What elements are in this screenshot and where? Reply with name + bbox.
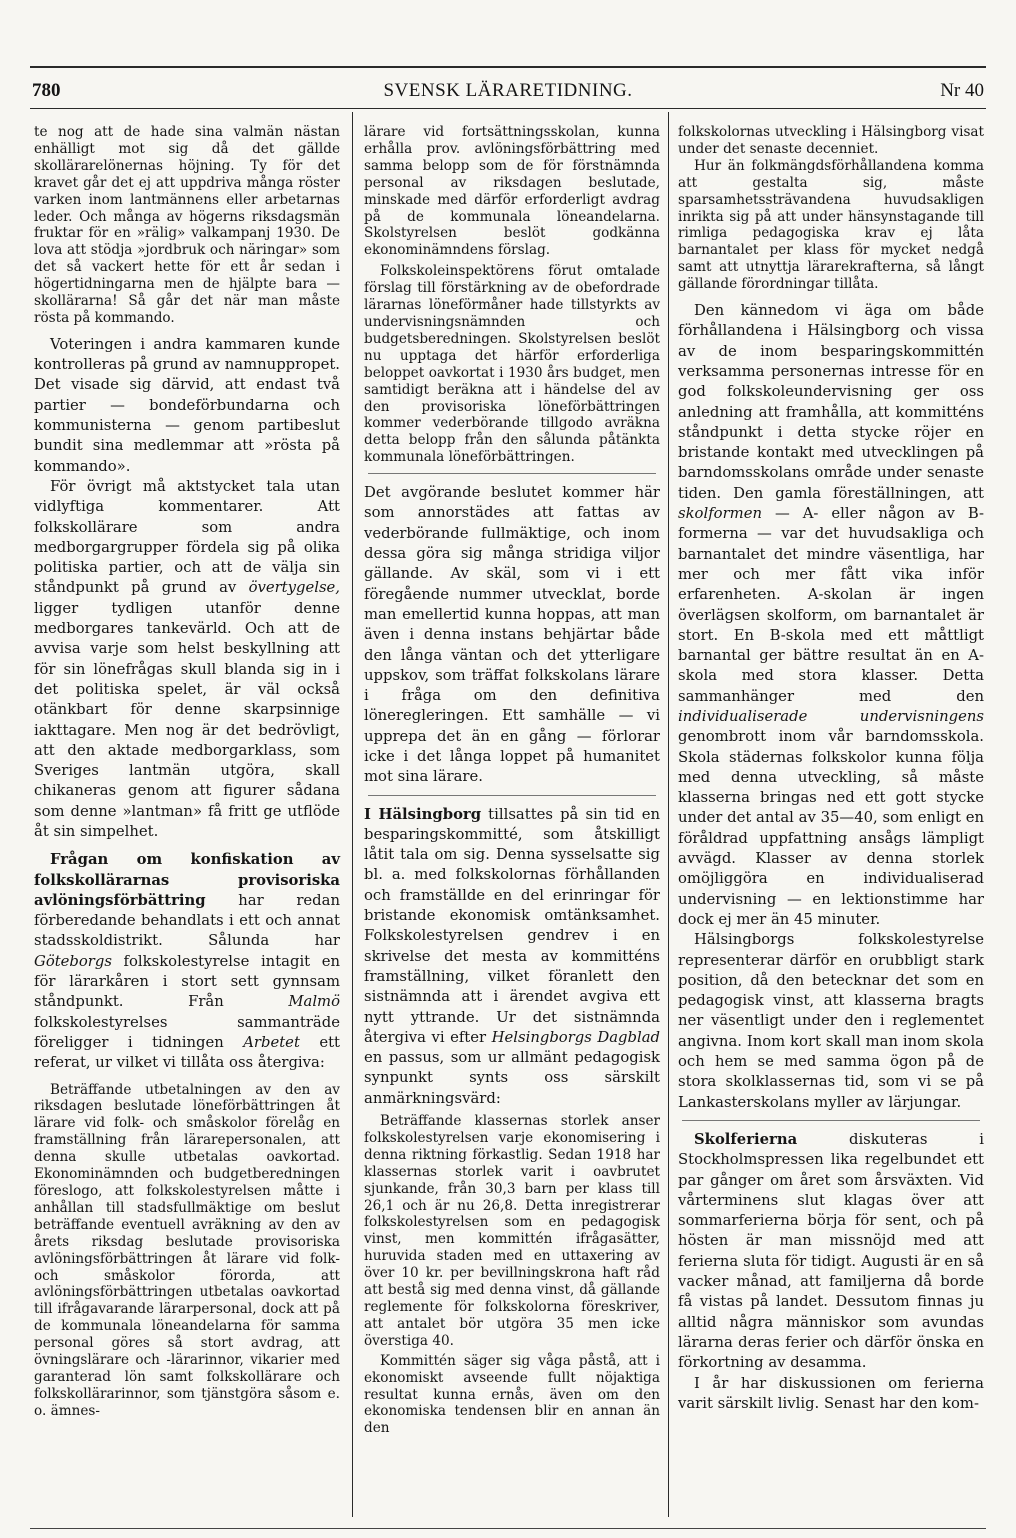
article-paragraph: Den kännedom vi äga om både förhållandena i Hälsingborg och vissa av de inom besparingskommittén verksamma personernas intresse för en god folkskoleundervisning ger oss anledning att framhålla, att kommitténs ståndpunkt i detta stycke röjer en bristande kontakt med utvecklingen på barndomsskolans område under senaste tiden. Den gamla föreställningen, att skolformen — A- eller någon av B-formerna — var det huvudsakliga och barnantalet det mindre väsentliga, har mer och mer fått vika inför erfarenheten. A-skolan är ingen överlägsen skolform, om barnantalet är stort. En B-skola med ett måttligt barnantal ger bättre resultat än en A-skola med stora klasser. Detta sammanhänger med den individualiserade undervisningens genombrott inom vår barndomsskola. Skola städernas folkskolor kunna följa med denna utveckling, så måste klasserna bringas ned ett gott stycke under det antal av 35—40, som enligt en föråldrad uppfattning ansågs lämpligt avvägd. Klasser av denna storlek omöjliggöra en individualiserad undervisning — en lektionstimme har dock ej mer än 45 minuter. (678, 302, 984, 928)
bottom-rule (30, 1528, 986, 1529)
article-paragraph: Skolferierna diskuteras i Stockholmspressen lika regelbundet ett par gånger om året som årsväxten. Vid vårterminens slut klagas över att sommarferierna börja för sent, och på hösten är man missnöjd med att ferierna sluta för tidigt. Augusti är en så vacker månad, att familjerna då borde få vistas på landet. Dessutom finnas ju alltid några människor som avundas lärarna deras ferier och därför önska en förkortning av desamma. (678, 1130, 984, 1372)
column-divider-2 (668, 112, 669, 1517)
section-heading: Frågan om konfiskation av folkskollärarnas provisoriska avlöningsförbättring (34, 851, 340, 909)
quoted-paragraph: Beträffande utbetalningen av den av riksdagen beslutade löneförbättringen åt lärare vid folk- och småskolor förelåg en framställning från lärarepersonalen, att denna skulle utbetalas oavkortad. Ekonominämnden och budgetberedningen föreslogo, att folkskolestyrelsen måtte i anhållan till stadsfullmäktige om beslut beträffande eventuell avräkning av den av årets riksdag beslutade provisoriska avlöningsförbättringen åt lärare vid folk- och småskolor förorda, att avlöningsförbättringen utbetalas oavkortad till ifrågavarande lärarpersonal, dock att på de kommunala löneandelarna för samma personal göres så stort avdrag, att övningslärare och -lärarinnor, vikarier med garanterad lön samt folkskollärare och folkskollärarinnor, som tjänstgöra såsom e. o. ämnes- (34, 1081, 340, 1419)
article-paragraph: Hälsingborgs folkskolestyrelse representerar därför en orubbligt stark position, då den betecknar det som en pedagogisk vinst, att klasserna bragts ner väsentligt under den i reglementet angivna. Inom kort skall man inom skola och hem se med samma ögon på de stora skolklassernas tid, som vi se på Lankasterskolans myller av lärjungar. (678, 931, 984, 1111)
column-1 (34, 124, 340, 1420)
page-header (32, 76, 984, 106)
header-rule (30, 108, 986, 109)
column-divider-1 (352, 112, 353, 1517)
page-number: 780 (32, 80, 61, 101)
publication-title: SVENSK LÄRARETIDNING. (383, 80, 633, 101)
article-paragraph: Frågan om konfiskation av folkskollärarnas provisoriska avlöningsförbättring har redan förberedande behandlats i ett och annat stadsskoldistrikt. Sålunda har Göteborgs folkskolestyrelse intagit en för lärarkåren i stort sett gynnsam ståndpunkt. Från Malmö folkskolestyrelses sammanträde föreligger i tidningen Arbetet ett referat, ur vilket vi tillåta oss återgiva: (34, 851, 340, 1072)
quoted-paragraph: Hur än folkmängdsförhållandena komma att gestalta sig, måste sparsamhetssträvandena huvudsakligen inrikta sig på att under hänsynstagande till rimliga pedagogiska krav ej låta barnantalet per klass för mycket nedgå samt att utnyttja lärarekrafterna, så långt gällande förordningar tillåta. (678, 157, 984, 293)
quoted-paragraph: Kommittén säger sig våga påstå, att i ekonomiskt avseende fullt nöjaktiga resultat kunna ernås, även om den ekonomiska tendensen blir en annan än den (364, 1352, 660, 1437)
article-paragraph: I år har diskussionen om ferierna varit särskilt livlig. Senast har den kom- (678, 1374, 984, 1412)
column-3 (678, 124, 984, 1414)
issue-number: Nr 40 (940, 80, 984, 101)
article-paragraph: I Hälsingborg tillsattes på sin tid en besparingskommitté, som åtskilligt låtit tala om sig. Denna sysselsatte sig bl. a. med folkskolornas förhållanden och framställde en del erinringar för bristande ekonomisk omtänksamhet. Folkskolestyrelsen gendrev i en skrivelse det mesta av kommitténs framställning, vilket föranlett den sistnämnda att i ärendet avgiva ett nytt yttrande. Ur det sistnämnda återgiva vi efter Helsingborgs Dagblad en passus, som ur allmänt pedagogisk synpunkt synts oss särskilt anmärkningsvärd: (364, 805, 660, 1107)
quoted-paragraph: folkskolornas utveckling i Hälsingborg visat under det senaste decenniet. (678, 124, 984, 157)
quoted-paragraph: Folkskoleinspektörens förut omtalade förslag till förstärkning av de obefordrade lärarnas löneförmåner hade tillstyrkts av undervisningsnämnden och budgetsberedningen. Skolstyrelsen beslöt nu upptaga det härför erforderliga beloppet oavkortat i 1930 års budget, men samtidigt beräkna att i händelse del av den provisoriska löneförbättringen kommer vederbörande tillgodo avräkna detta belopp från den sålunda påtänkta kommunala löneförbättringen. (364, 263, 660, 466)
section-heading: I Hälsingborg (364, 805, 482, 823)
top-rule (30, 66, 986, 68)
article-paragraph: Voteringen i andra kammaren kunde kontrolleras på grund av namnuppropet. Det visade sig därvid, att endast två partier — bondeförbundarna och kommunisterna — genom partibeslut bundit sina medlemmar att »rösta på kommando». (34, 335, 340, 475)
article-paragraph: För övrigt må aktstycket tala utan vidlyftiga kommentarer. Att folkskollärare som andra medborgargrupper fördela sig på olika politiska partier, och att de välja sin ståndpunkt på grund av övertygelse, ligger tydligen utanför denne medborgares tankevärld. Och att de avvisa varje som helst beskyllning att för sin lönefrågas skull blanda sig in i det politiska spelet, är väl också otänkbart för denne skarpsinnige iakttagare. Men nog är det bedrövligt, att den aktade medborgarklass, som Sveriges lantmän utgöra, skall chikaneras genom att figurer sådana som denne »lantman» få fritt ge utflöde åt sin simpelhet. (34, 477, 340, 840)
article-paragraph: te nog att de hade sina valmän nästan enhälligt mot sig då det gällde skollärarelönernas höjning. Ty för det kravet går det ej att uppdriva många röster varken inom lantmännens eller arbetarnas leder. Och många av högerns riksdagsmän fruktar för en »rälig» valkampanj 1930. De lova att stödja »jordbruk och näringar» som det så vackert hette för ett år sedan i högertidningarna men de hjälpte bara — skollärarna! Så går det när man måste rösta på kommando. (34, 124, 340, 326)
quoted-paragraph: lärare vid fortsättningsskolan, kunna erhålla prov. avlöningsförbättring med samma belopp som de för förstnämnda personal av riksdagen beslutade, minskade med därför erforderligt avdrag på de kommunala löneandelarna. Skolstyrelsen beslöt godkänna ekonominämndens förslag. (364, 124, 660, 259)
separator (682, 1120, 980, 1121)
separator (368, 795, 656, 796)
quoted-paragraph: Beträffande klassernas storlek anser folkskolestyrelsen varje ekonomisering i denna riktning förkastlig. Sedan 1918 har klassernas storlek varit i oavbrutet sjunkande, från 30,3 barn per klass till 26,1 och är nu 26,8. Detta inregistrerar folkskolestyrelsen som en pedagogisk vinst, men kommittén ifrågasätter, huruvida staden med en uttaxering av över 10 kr. per bevillningskrona haft råd att bestå sig med denna vinst, då gällande reglemente för folkskolorna föreskriver, att antalet bör utgöra 35 men icke överstiga 40. (364, 1113, 660, 1349)
column-2 (364, 124, 660, 1437)
section-heading: Skolferierna (694, 1130, 798, 1148)
separator (368, 473, 656, 474)
article-paragraph: Det avgörande beslutet kommer här som annorstädes att fattas av vederbörande fullmäktige, och inom dessa göra sig många stridiga viljor gällande. Av skäl, som vi i ett föregående nummer utvecklat, borde man emellertid kunna hoppas, att man även i denna instans behjärtar både den långa väntan och det ytterligare uppskov, som träffat folkskolans lärare i fråga om den definitiva löneregleringen. Ett samhälle — vi upprepa det än en gång — förlorar icke i det långa loppet på humanitet mot sina lärare. (364, 484, 660, 786)
